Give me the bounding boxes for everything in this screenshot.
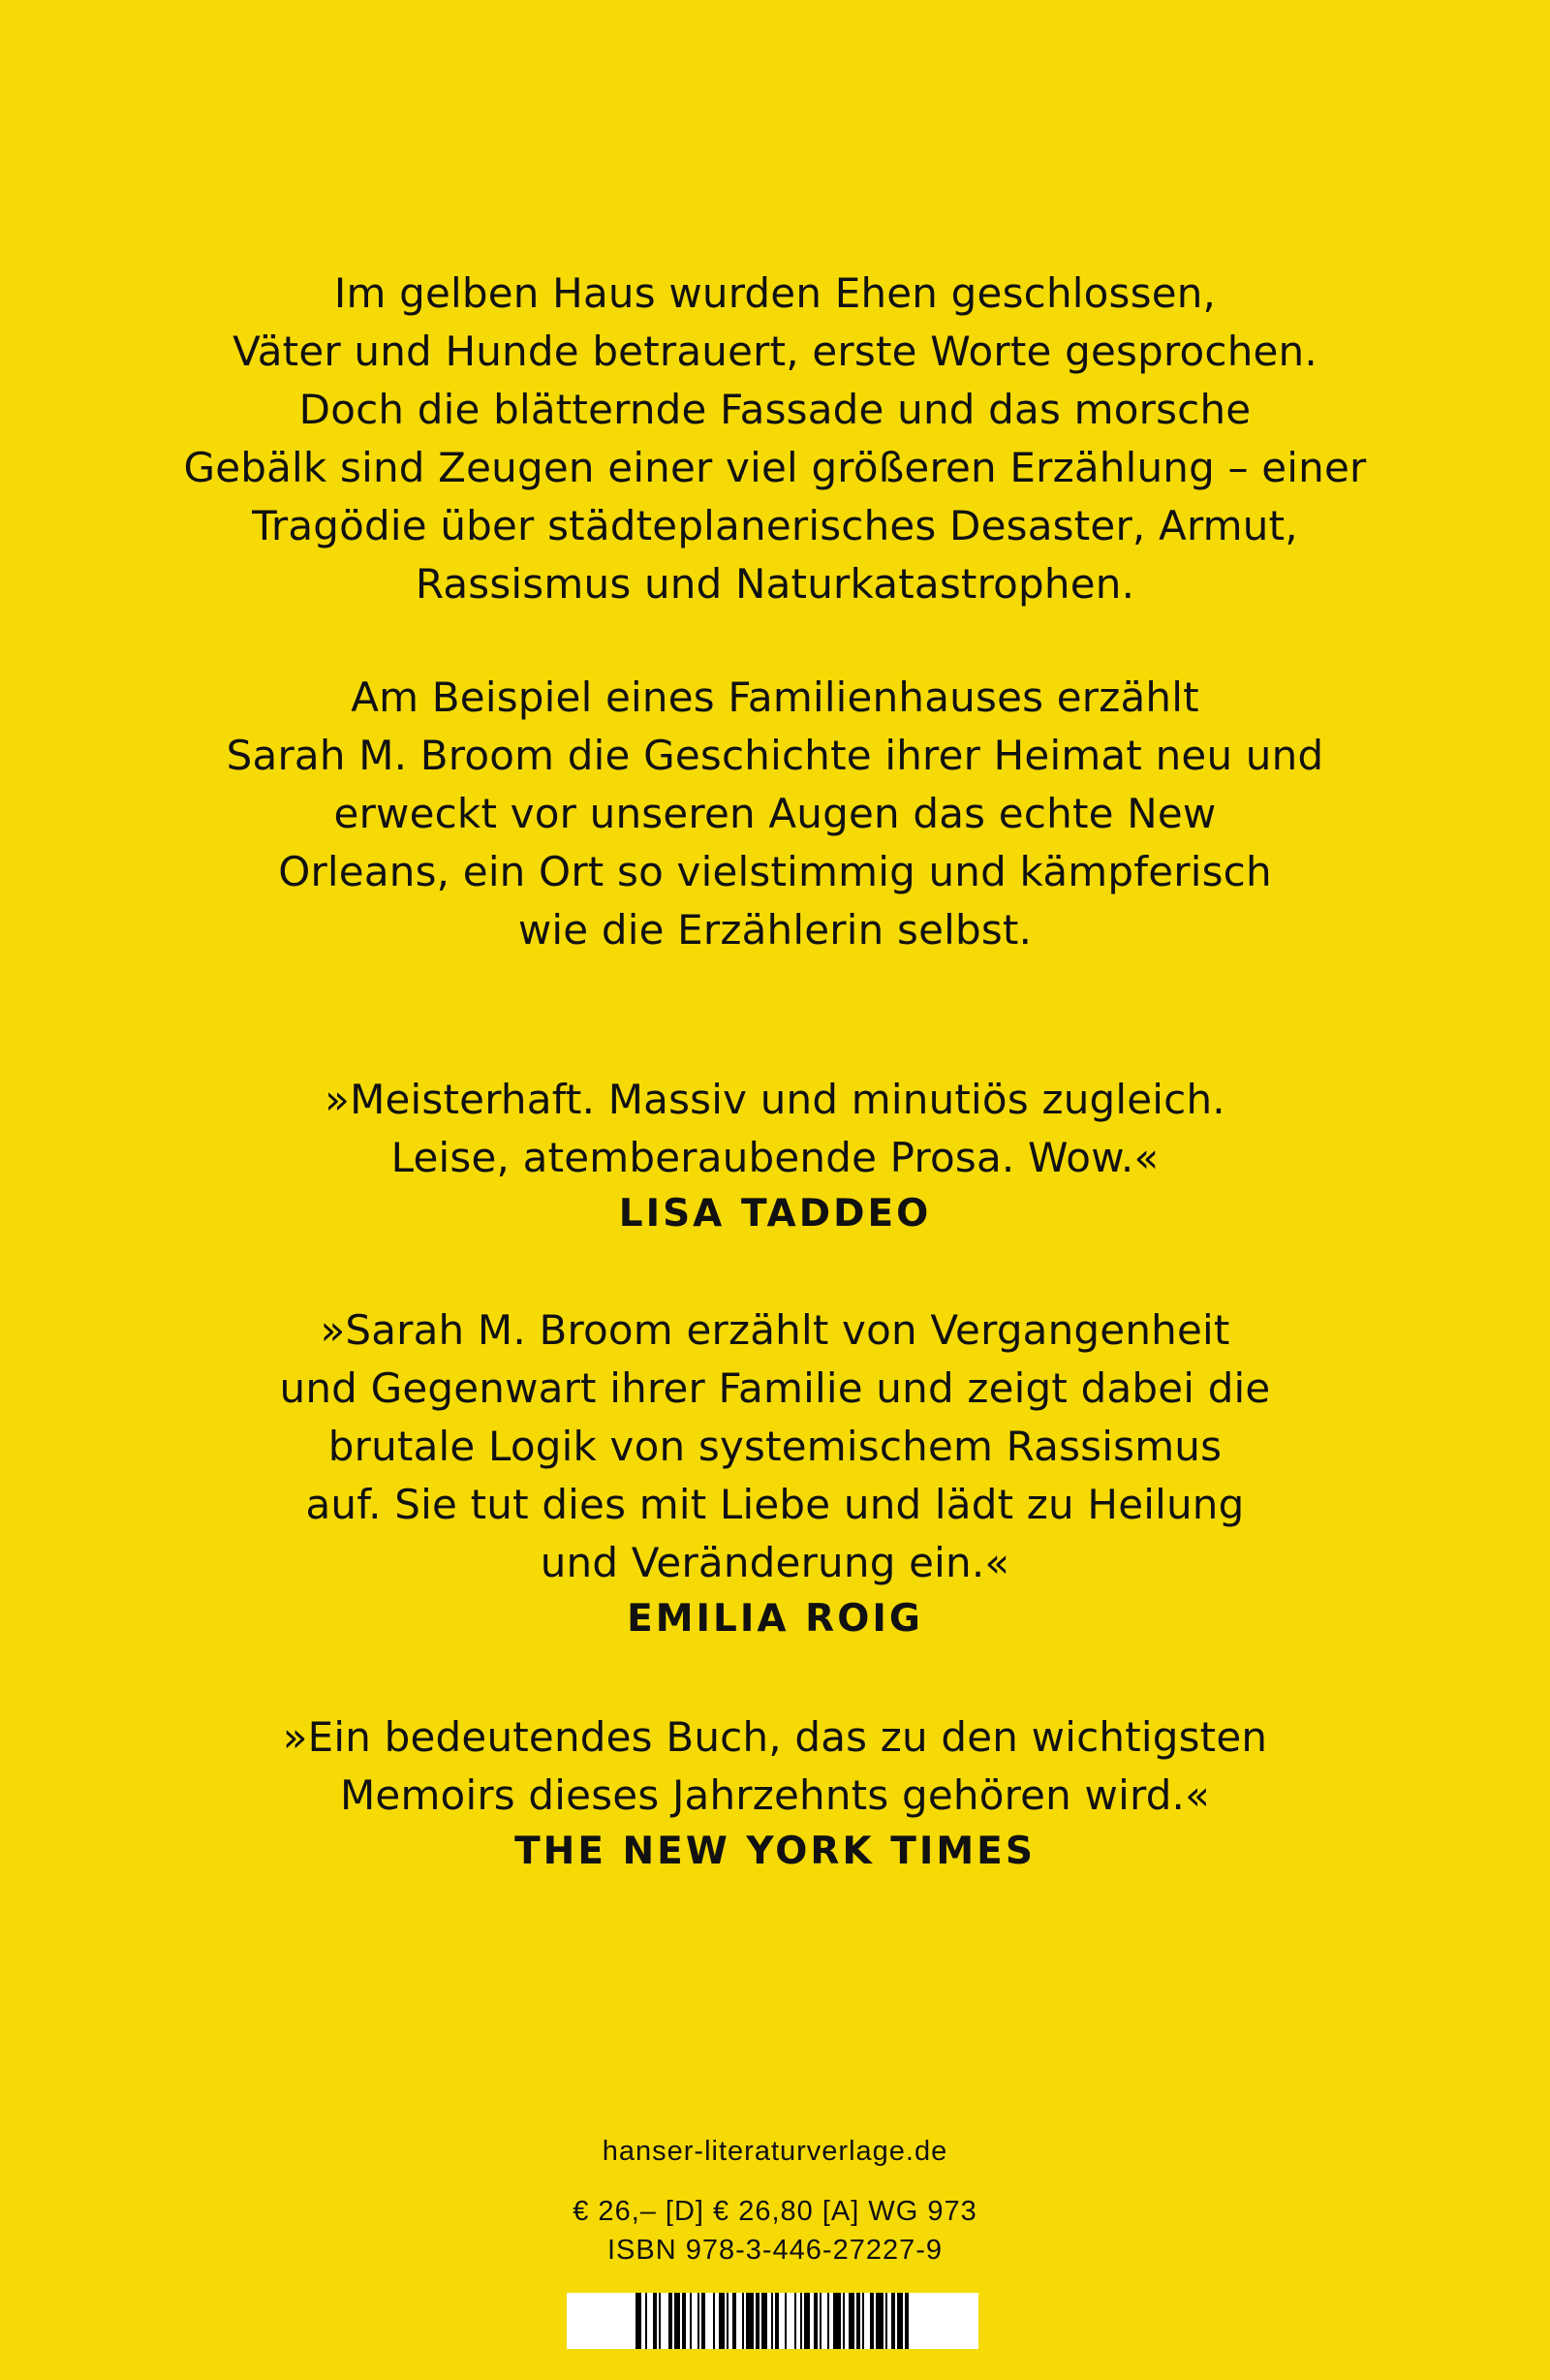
publisher-website: hanser-literaturverlage.de [602, 2136, 948, 2167]
barcode-stripe [661, 2293, 668, 2349]
description-line: Gebälk sind Zeugen einer viel größeren Erzählung – einer [183, 444, 1367, 491]
barcode-stripe [876, 2293, 884, 2349]
description-line: wie die Erzählerin selbst. [517, 906, 1033, 954]
barcode [567, 2293, 978, 2349]
review-quote-new-york-times [78, 1708, 1472, 1879]
quote-line: brutale Logik von systemischem Rassismus [327, 1423, 1223, 1470]
description-paragraph-1 [78, 265, 1472, 613]
price-info: € 26,– [D] € 26,80 [A] WG 973 [573, 2196, 977, 2227]
quote-line: »Meisterhaft. Massiv und minutiös zugleich. [325, 1076, 1225, 1123]
quote-author: EMILIA ROIG [627, 1597, 923, 1641]
review-quote-emilia-roig [78, 1301, 1472, 1646]
description-line: Am Beispiel eines Familienhauses erzählt [351, 673, 1199, 721]
barcode-stripe [833, 2293, 841, 2349]
barcode-stripe [787, 2293, 794, 2349]
description-line: Orleans, ein Ort so vielstimmig und kämpferisch [278, 848, 1272, 895]
quote-author: LISA TADDEO [618, 1192, 932, 1236]
isbn-number: ISBN 978-3-446-27227-9 [606, 2235, 944, 2266]
barcode-stripe [909, 2293, 911, 2349]
quote-line: Leise, atemberaubende Prosa. Wow.« [390, 1134, 1160, 1181]
quote-author: THE NEW YORK TIMES [514, 1830, 1036, 1873]
barcode-stripe [746, 2293, 754, 2349]
barcode-stripe [705, 2293, 713, 2349]
description-line: Doch die blätternde Fassade und das morsche [298, 386, 1252, 433]
description-line: erweckt vor unseren Augen das echte New [333, 790, 1217, 837]
review-quote-lisa-taddeo [78, 1071, 1472, 1241]
quote-line: »Ein bedeutendes Buch, das zu den wichtigsten [282, 1713, 1268, 1761]
quote-line: Memoirs dieses Jahrzehnts gehören wird.« [339, 1771, 1211, 1819]
quote-line: und Gegenwart ihrer Familie und zeigt dabei die [279, 1364, 1271, 1412]
description-line: Väter und Hunde betrauert, erste Worte gesprochen. [232, 328, 1318, 375]
quote-line: »Sarah M. Broom erzählt von Vergangenheit [320, 1306, 1230, 1354]
description-line: Rassismus und Naturkatastrophen. [415, 560, 1135, 608]
description-line: Tragödie über städteplanerisches Desaster, Armut, [252, 502, 1298, 549]
quote-line: auf. Sie tut dies mit Liebe und lädt zu Heilung [305, 1481, 1245, 1528]
publisher-footer [78, 2132, 1472, 2270]
description-paragraph-2 [78, 669, 1472, 959]
description-line: Im gelben Haus wurden Ehen geschlossen, [333, 269, 1217, 317]
quote-line: und Veränderung ein.« [540, 1539, 1010, 1586]
description-line: Sarah M. Broom die Geschichte ihrer Heimat neu und [226, 732, 1324, 779]
